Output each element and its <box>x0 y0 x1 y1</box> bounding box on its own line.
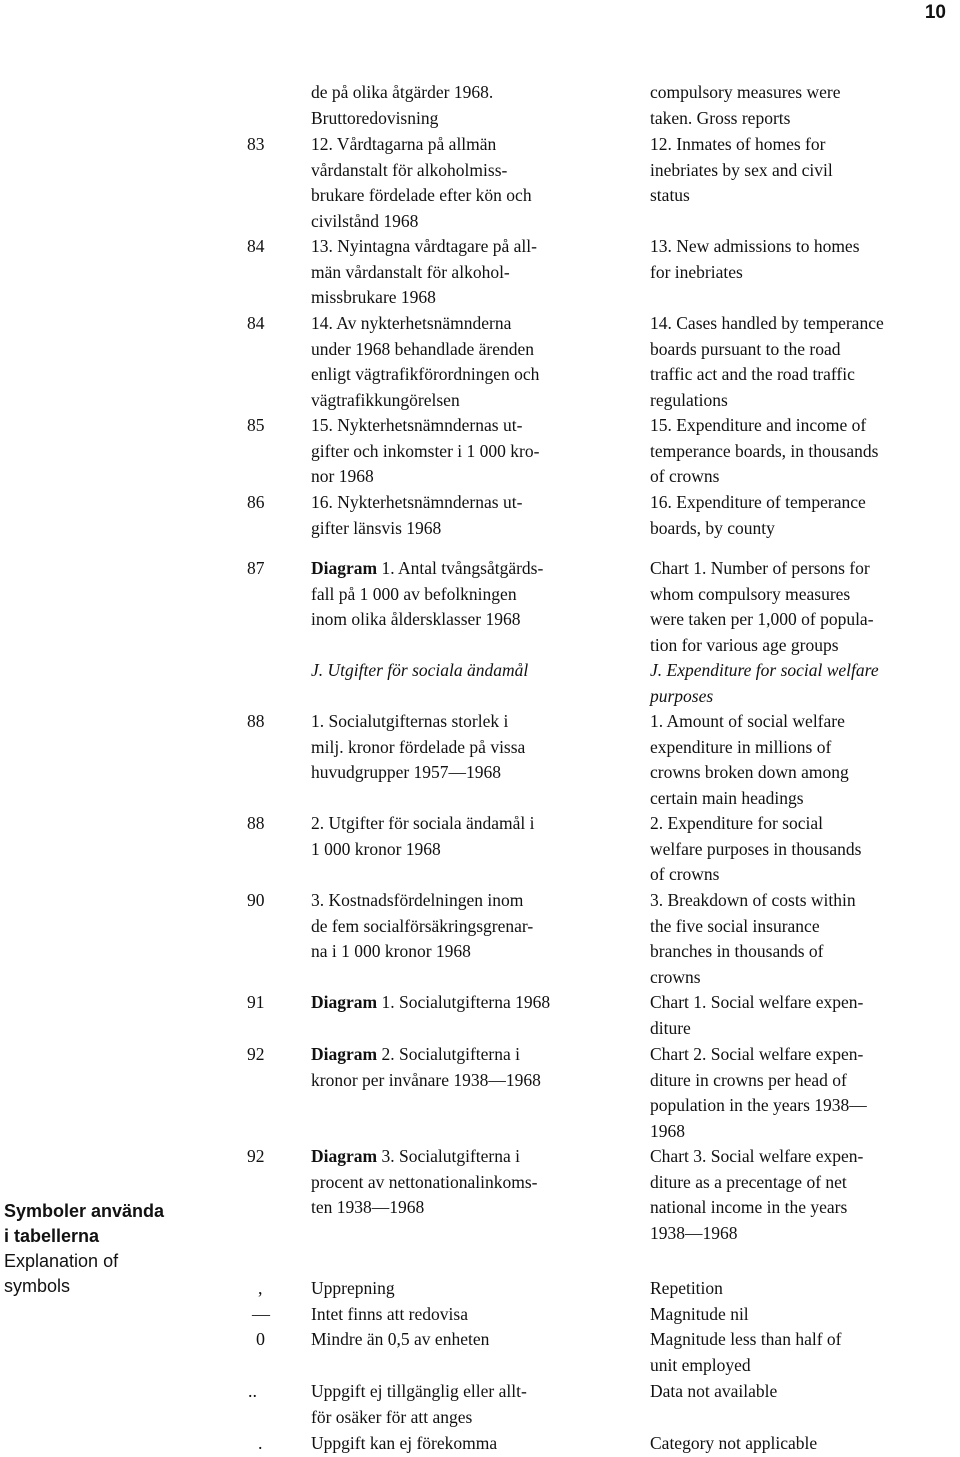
swedish-line: Bruttoredovisning <box>311 107 439 128</box>
english-line: welfare purposes in thousands <box>650 838 862 859</box>
swedish-line: 14. Av nykterhetsnämnderna <box>311 313 512 333</box>
english-line: traffic act and the road traffic <box>650 364 855 385</box>
legend-meaning-english <box>650 1431 817 1457</box>
contents-page-number: 84 <box>247 236 265 256</box>
swedish-line: för osäker för att anges <box>311 1406 473 1427</box>
english-line: the five social insurance <box>650 915 820 936</box>
english-line: 12. Inmates of homes for <box>650 134 826 154</box>
swedish-line: huvudgrupper 1957—1968 <box>311 762 502 783</box>
contents-entry-english <box>650 132 833 209</box>
swedish-line: inom olika åldersklasser 1968 <box>311 609 521 630</box>
english-line: 1938—1968 <box>650 1222 738 1243</box>
contents-entry-swedish <box>311 811 535 862</box>
contents-entry-english <box>650 234 860 285</box>
english-line: for inebriates <box>650 261 743 282</box>
legend-meaning-swedish <box>311 1276 395 1302</box>
contents-entry-swedish <box>311 556 543 633</box>
legend-meaning-swedish <box>311 1379 527 1430</box>
contents-entry-swedish <box>311 413 539 490</box>
contents-entry-swedish <box>311 709 525 786</box>
english-line: Repetition <box>650 1278 723 1298</box>
legend-symbol: . <box>258 1433 263 1453</box>
contents-entry-swedish <box>311 990 550 1016</box>
english-line: 1968 <box>650 1120 685 1141</box>
legend-meaning-swedish <box>311 1302 468 1328</box>
legend-title-sv-2: i tabellerna <box>4 1226 100 1246</box>
swedish-line: de på olika åtgärder 1968. <box>311 82 494 102</box>
english-line: population in the years 1938— <box>650 1095 867 1116</box>
english-line: Chart 2. Social welfare expen- <box>650 1044 864 1064</box>
contents-page-number: 85 <box>247 415 265 435</box>
english-line: tion for various age groups <box>650 634 839 655</box>
legend-meaning-english <box>650 1276 723 1302</box>
english-line: diture in crowns per head of <box>650 1069 847 1090</box>
legend-heading <box>4 1199 164 1299</box>
english-line: 15. Expenditure and income of <box>650 415 867 435</box>
legend-meaning-english <box>650 1302 749 1328</box>
swedish-line: 12. Vårdtagarna på allmän <box>311 134 497 154</box>
swedish-line: de fem socialförsäkringsgrenar- <box>311 915 534 936</box>
swedish-line: enligt vägtrafikförordningen och <box>311 364 540 385</box>
english-line: 1. Amount of social welfare <box>650 711 845 731</box>
swedish-line: 13. Nyintagna vårdtagare på all- <box>311 236 537 256</box>
english-line: boards pursuant to the road <box>650 338 841 359</box>
english-line: 13. New admissions to homes <box>650 236 860 256</box>
english-line: branches in thousands of <box>650 941 824 962</box>
swedish-line: Uppgift ej tillgänglig eller allt- <box>311 1381 527 1401</box>
contents-page-number: 87 <box>247 558 265 578</box>
english-line: Chart 3. Social welfare expen- <box>650 1146 864 1166</box>
swedish-line: nor 1968 <box>311 466 374 487</box>
contents-entry-english <box>650 490 866 541</box>
legend-symbol: .. <box>248 1381 257 1401</box>
contents-page-number: 83 <box>247 134 265 154</box>
english-line: whom compulsory measures <box>650 583 851 604</box>
swedish-line: gifter och inkomster i 1 000 kro- <box>311 440 540 461</box>
english-line: 16. Expenditure of temperance <box>650 492 866 512</box>
contents-page-number: 92 <box>247 1146 265 1166</box>
contents-entry-english <box>650 311 884 413</box>
swedish-line: Diagram 2. Socialutgifterna i <box>311 1044 520 1064</box>
contents-entry-swedish <box>311 311 539 413</box>
legend-title-sv-1: Symboler använda <box>4 1201 165 1221</box>
contents-page-number: 88 <box>247 711 265 731</box>
english-line: Chart 1. Social welfare expen- <box>650 992 864 1012</box>
swedish-line: ten 1938—1968 <box>311 1197 425 1218</box>
legend-title-en-2: symbols <box>4 1276 71 1296</box>
diagram-label: Diagram <box>311 992 378 1012</box>
swedish-line: fall på 1 000 av befolkningen <box>311 583 517 604</box>
swedish-line: gifter länsvis 1968 <box>311 517 442 538</box>
english-line: national income in the years <box>650 1197 848 1218</box>
english-line: regulations <box>650 389 728 410</box>
contents-entry-swedish <box>311 80 493 131</box>
swedish-line: Diagram 3. Socialutgifterna i <box>311 1146 520 1166</box>
contents-entry-english <box>650 413 878 490</box>
english-line: expenditure in millions of <box>650 736 832 757</box>
swedish-line: 15. Nykterhetsnämndernas ut- <box>311 415 523 435</box>
english-line: taken. Gross reports <box>650 107 791 128</box>
contents-entry-english <box>650 1144 863 1246</box>
swedish-line: Mindre än 0,5 av enheten <box>311 1329 490 1349</box>
legend-meaning-swedish <box>311 1327 489 1353</box>
swedish-line: 16. Nykterhetsnämndernas ut- <box>311 492 523 512</box>
diagram-label: Diagram <box>311 558 378 578</box>
legend-meaning-english <box>650 1327 841 1378</box>
english-line: unit employed <box>650 1354 751 1375</box>
contents-page-number: 88 <box>247 813 265 833</box>
contents-entry-english <box>650 811 861 888</box>
swedish-line: Intet finns att redovisa <box>311 1304 468 1324</box>
contents-page-number: 84 <box>247 313 265 333</box>
english-line: 3. Breakdown of costs within <box>650 890 856 910</box>
english-line: certain main headings <box>650 787 804 808</box>
contents-entry-english <box>650 990 863 1041</box>
page-number: 10 <box>924 2 946 23</box>
swedish-line: missbrukare 1968 <box>311 287 436 308</box>
english-line: Magnitude less than half of <box>650 1329 842 1349</box>
contents-page-number: 90 <box>247 890 265 910</box>
swedish-line: vägtrafikkungörelsen <box>311 389 460 410</box>
contents-entry-english <box>650 80 841 131</box>
english-line: Magnitude nil <box>650 1304 749 1324</box>
legend-symbol: — <box>252 1304 270 1324</box>
swedish-line: Upprepning <box>311 1278 395 1298</box>
english-line: compulsory measures were <box>650 82 841 102</box>
contents-entry-english <box>650 1042 867 1144</box>
swedish-line: män vårdanstalt för alkohol- <box>311 261 510 282</box>
english-line: Chart 1. Number of persons for <box>650 558 870 578</box>
swedish-line: civilstånd 1968 <box>311 210 419 231</box>
swedish-line: 1. Socialutgifternas storlek i <box>311 711 509 731</box>
english-line: 14. Cases handled by temperance <box>650 313 884 333</box>
english-line: inebriates by sex and civil <box>650 159 833 180</box>
contents-entry-swedish <box>311 888 533 965</box>
swedish-line: 3. Kostnadsfördelningen inom <box>311 890 524 910</box>
english-line: of crowns <box>650 466 720 487</box>
swedish-line: 2. Utgifter för sociala ändamål i <box>311 813 535 833</box>
swedish-line: na i 1 000 kronor 1968 <box>311 941 471 962</box>
swedish-line: procent av nettonationalinkoms- <box>311 1171 538 1192</box>
english-line: temperance boards, in thousands <box>650 440 879 461</box>
contents-entry-english <box>650 658 879 709</box>
contents-entry-swedish <box>311 1144 537 1221</box>
english-line: J. Expenditure for social welfare <box>650 660 879 680</box>
english-line: diture as a precentage of net <box>650 1171 847 1192</box>
swedish-line: vårdanstalt för alkoholmiss- <box>311 159 508 180</box>
legend-symbol: , <box>258 1278 263 1298</box>
legend-meaning-swedish <box>311 1431 497 1457</box>
swedish-line: 1 000 kronor 1968 <box>311 838 441 859</box>
legend-meaning-english <box>650 1379 777 1405</box>
swedish-line: kronor per invånare 1938—1968 <box>311 1069 541 1090</box>
swedish-line: Diagram 1. Socialutgifterna 1968 <box>311 992 551 1012</box>
english-line: status <box>650 185 690 206</box>
swedish-line: milj. kronor fördelade på vissa <box>311 736 526 757</box>
diagram-label: Diagram <box>311 1146 378 1166</box>
legend-title-en-1: Explanation of <box>4 1251 119 1271</box>
swedish-line: Diagram 1. Antal tvångsåtgärds- <box>311 558 544 578</box>
english-line: boards, by county <box>650 517 775 538</box>
english-line: Data not available <box>650 1381 778 1401</box>
swedish-line: J. Utgifter för sociala ändamål <box>311 660 529 680</box>
contents-page-number: 91 <box>247 992 265 1012</box>
contents-entry-english <box>650 709 849 811</box>
contents-page-number: 86 <box>247 492 265 512</box>
swedish-line: brukare fördelade efter kön och <box>311 185 532 206</box>
english-line: crowns broken down among <box>650 762 849 783</box>
contents-entry-english <box>650 888 856 990</box>
english-line: purposes <box>650 685 714 706</box>
contents-page-number: 92 <box>247 1044 265 1064</box>
legend-symbol: 0 <box>256 1329 265 1349</box>
english-line: of crowns <box>650 864 720 885</box>
contents-entry-swedish <box>311 490 522 541</box>
english-line: 2. Expenditure for social <box>650 813 824 833</box>
english-line: Category not applicable <box>650 1433 818 1453</box>
english-line: crowns <box>650 966 701 987</box>
contents-entry-swedish <box>311 132 532 234</box>
contents-entry-swedish <box>311 658 528 684</box>
english-line: diture <box>650 1017 691 1038</box>
swedish-line: Uppgift kan ej förekomma <box>311 1433 498 1453</box>
english-line: were taken per 1,000 of popula- <box>650 609 874 630</box>
swedish-line: under 1968 behandlade ärenden <box>311 338 535 359</box>
contents-entry-swedish <box>311 234 537 311</box>
contents-entry-english <box>650 556 874 658</box>
contents-entry-swedish <box>311 1042 541 1093</box>
diagram-label: Diagram <box>311 1044 378 1064</box>
